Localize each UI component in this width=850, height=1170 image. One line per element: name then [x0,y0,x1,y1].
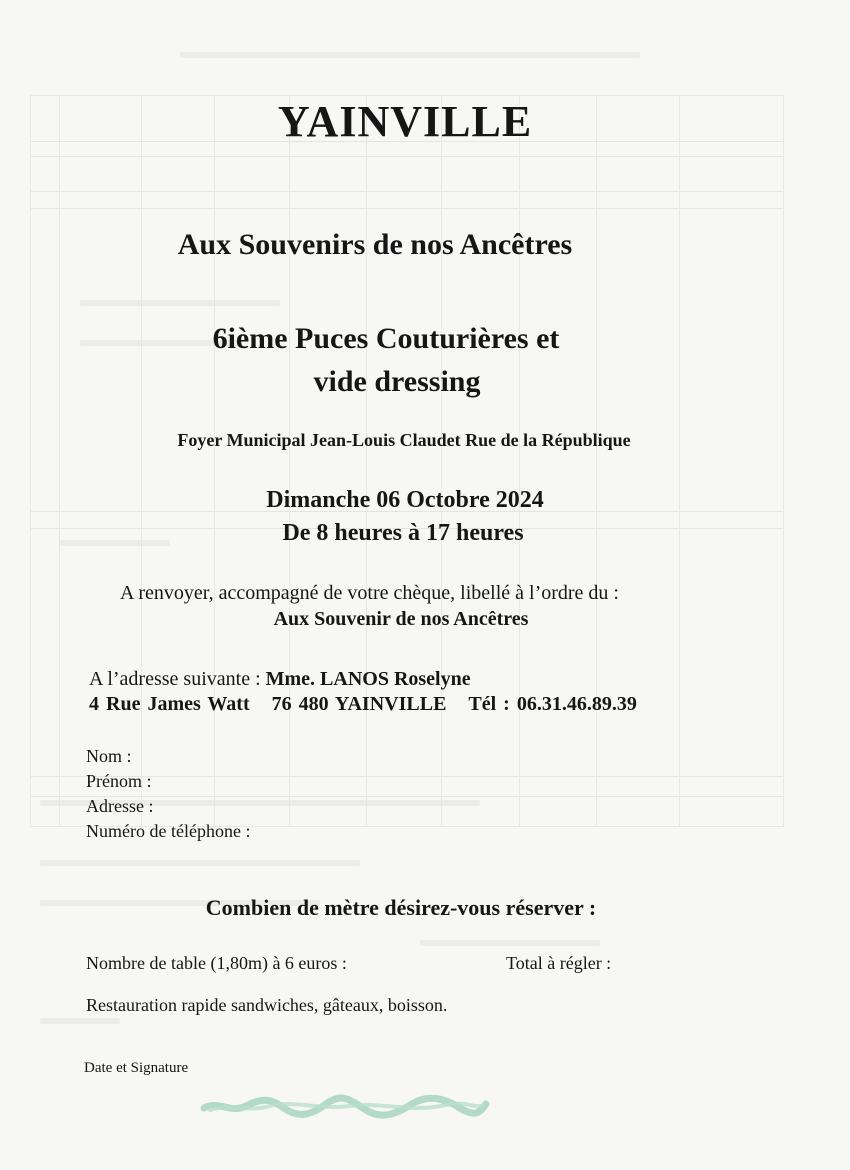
address-name: Mme. LANOS Roselyne [265,668,471,690]
event-title-line1: 6ième Puces Couturières et [212,322,560,355]
reservation-question: Combien de mètre désirez-vous réserver : [205,895,597,920]
address-street: 4 Rue James Watt [89,693,250,715]
bleed-through-text [40,1018,120,1024]
payment-payee: Aux Souvenir de nos Ancêtres [273,608,529,630]
event-hours: De 8 heures à 17 heures [282,520,524,546]
event-title-line2: vide dressing [313,365,481,398]
event-date: Dimanche 06 Octobre 2024 [266,487,544,513]
address-line2 [89,693,637,716]
payment-instruction: A renvoyer, accompagné de votre chèque, libellé à l’ordre du : [120,582,619,604]
signature-scribble [200,1092,490,1122]
association-subtitle: Aux Souvenirs de nos Ancêtres [177,228,573,261]
bleed-through-text [40,860,360,866]
table-price-label: Nombre de table (1,80m) à 6 euros : [86,953,347,973]
town-title: YAINVILLE [277,97,533,146]
form-field-prenom: Prénom : [86,771,152,791]
bleed-through-text [180,52,640,58]
food-info: Restauration rapide sandwiches, gâteaux, boisson. [86,995,448,1015]
address-phone: Tél : 06.31.46.89.39 [468,693,637,715]
bleed-through-text [80,300,280,306]
address-city: 76 480 YAINVILLE [271,693,447,715]
total-label: Total à régler : [506,953,612,973]
signature-label: Date et Signature [84,1060,189,1076]
form-field-nom: Nom : [86,746,132,766]
address-line1 [89,668,471,691]
form-field-adresse: Adresse : [86,796,154,816]
event-venue: Foyer Municipal Jean-Louis Claudet Rue de la République [177,430,631,450]
bleed-through-table [30,95,784,827]
form-field-telephone: Numéro de téléphone : [86,821,251,841]
address-label: A l’adresse suivante : [89,668,261,690]
bleed-through-text [420,940,600,946]
